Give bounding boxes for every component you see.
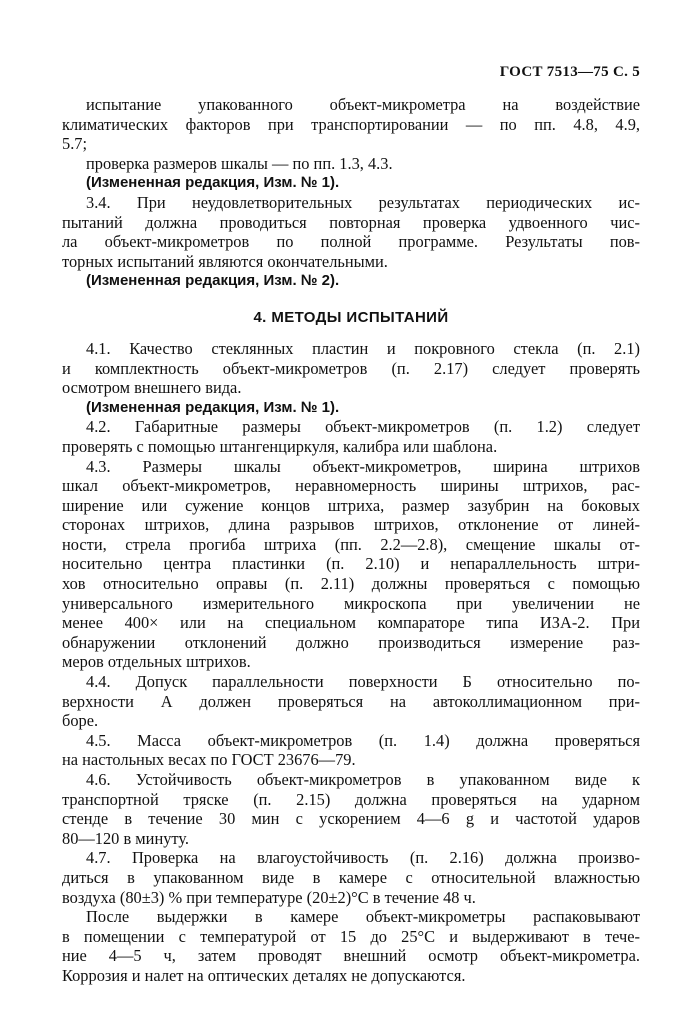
text-line: После выдержки в камере объект-микрометры распаковывают [86, 907, 640, 927]
text-line: в помещении с температурой от 15 до 25°С и выдерживают в тече- [62, 926, 640, 946]
paragraph-scale-check [62, 154, 640, 174]
text-line: транспортной тряске (п. 2.15) должна проверяться на ударном [62, 789, 640, 809]
text-line: ширение или сужение концов штриха, размер зазубрин на боковых [62, 495, 640, 515]
amendment-note: (Измененная редакция, Изм. № 1). [86, 174, 340, 192]
text-line: проверять с помощью штангенциркуля, калибра или шаблона. [62, 436, 498, 456]
text-line: диться в упакованном виде в камере с относительной влажностью [62, 867, 640, 887]
text-line: Коррозия и налет на оптических деталях не допускаются. [62, 965, 466, 985]
text-line: меров отдельных штрихов. [62, 652, 251, 672]
text-line: 4.7. Проверка на влагоустойчивость (п. 2.16) должна произво- [86, 848, 640, 868]
text-line: 4.2. Габаритные размеры объект-микрометров (п. 1.2) следует [86, 417, 640, 437]
text-line: 3.4. При неудовлетворительных результатах периодических ис- [86, 192, 640, 212]
text-line: шкал объект-микрометров, неравномерность ширины штрихов, рас- [62, 476, 640, 496]
text-line: верхности А должен проверяться на автоколлимационном при- [62, 691, 640, 711]
paragraph-4-5 [62, 731, 640, 770]
section-title: 4. МЕТОДЫ ИСПЫТАНИЙ [253, 308, 449, 326]
text-line: стенде в течение 30 мин с ускорением 4—6 g и частотой ударов [62, 809, 640, 829]
text-line: 4.6. Устойчивость объект-микрометров в упакованном виде к [86, 770, 640, 789]
text-line: хов относительно оправы (п. 2.11) должны проверяться с помощью [62, 574, 640, 594]
paragraph-after-holding [62, 907, 640, 985]
text-line: 4.4. Допуск параллельности поверхности Б относительно по- [86, 672, 640, 692]
text-line: сторонах штрихов, длина разрывов штрихов, отклонение от линей- [62, 515, 640, 535]
text-line: климатических факторов при транспортировании — по пп. 4.8, 4.9, [62, 114, 640, 134]
text-line: ние 4—5 ч, затем проводят внешний осмотр объект-микрометра. [62, 946, 640, 966]
paragraph-4-3 [62, 457, 640, 673]
text-line: осмотром внешнего вида. [62, 378, 242, 398]
text-line: менее 400× или на специальном компараторе типа ИЗА-2. При [62, 613, 640, 633]
paragraph-4-6 [62, 770, 640, 848]
text-line: проверка размеров шкалы — по пп. 1.3, 4.3. [86, 153, 393, 173]
text-line: 5.7; [62, 134, 88, 154]
text-line: воздуха (80±3) % при температуре (20±2)°С в течение 48 ч. [62, 887, 476, 907]
text-line: 4.3. Размеры шкалы объект-микрометров, ширина штрихов [86, 456, 640, 476]
paragraph-4-4 [62, 672, 640, 731]
text-line: универсального измерительного микроскопа при увеличении не [62, 593, 640, 613]
paragraph-3-4 [62, 193, 640, 271]
paragraph-4-7 [62, 848, 640, 907]
amendment-note: (Измененная редакция, Изм. № 1). [86, 398, 340, 416]
text-line: обнаружении отклонений должно производиться измерение раз- [62, 632, 640, 652]
document-page [62, 64, 640, 986]
text-line: 80—120 в минуту. [62, 828, 190, 848]
paragraph-4-2 [62, 417, 640, 456]
text-line: на настольных весах по ГОСТ 23676—79. [62, 750, 356, 770]
page-header: ГОСТ 7513—75 С. 5 [499, 64, 640, 80]
text-line: пытаний должна проводиться повторная проверка удвоенного чис- [62, 212, 640, 232]
paragraph-4-1 [62, 339, 640, 398]
text-line: носительно центра пластинки (п. 2.10) и непараллельность штри- [62, 554, 640, 574]
text-line: и комплектность объект-микрометров (п. 2.17) следует проверять [62, 358, 640, 378]
text-line: испытание упакованного объект-микрометра на воздействие [86, 95, 640, 114]
text-line: торных испытаний являются окончательными. [62, 251, 388, 271]
text-line: ла объект-микрометров по полной программе. Результаты пов- [62, 232, 640, 252]
text-line: боре. [62, 711, 99, 731]
text-line: ности, стрела прогиба штриха (пп. 2.2—2.8), смещение шкалы от- [62, 534, 640, 554]
text-line: 4.5. Масса объект-микрометров (п. 1.4) должна проверяться [86, 730, 640, 750]
amendment-note: (Измененная редакция, Изм. № 2). [86, 272, 340, 290]
text-line: 4.1. Качество стеклянных пластин и покровного стекла (п. 2.1) [86, 338, 640, 358]
paragraph-climatic-test [62, 95, 640, 154]
